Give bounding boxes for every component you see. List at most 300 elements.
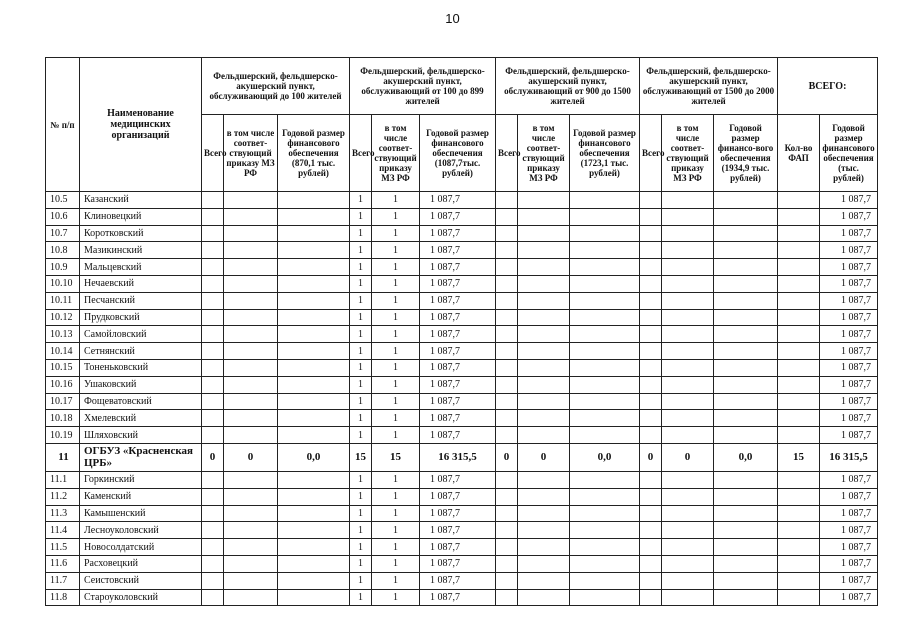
cell-value: 1 (350, 259, 372, 276)
cell-value: 1 (372, 393, 420, 410)
cell-value (640, 539, 662, 556)
cell-value (202, 292, 224, 309)
cell-value (224, 393, 278, 410)
header-name: Наименование медицинских организаций (80, 58, 202, 192)
cell-value: 0 (518, 443, 570, 471)
cell-value (714, 471, 778, 488)
cell-num: 11.4 (46, 522, 80, 539)
cell-value (496, 555, 518, 572)
cell-name: Ушаковский (80, 376, 202, 393)
cell-value (640, 589, 662, 606)
cell-value (640, 488, 662, 505)
table-row (46, 192, 878, 209)
cell-value (518, 242, 570, 259)
cell-value (640, 427, 662, 444)
header-group-2: Фельдшерский, фельдшерско-акушерский пункт, обслуживающий от 100 до 899 жителей (350, 58, 496, 115)
cell-value (278, 208, 350, 225)
cell-value (714, 410, 778, 427)
cell-value (496, 292, 518, 309)
cell-value (202, 275, 224, 292)
cell-value: 1 087,7 (820, 539, 878, 556)
cell-value (518, 393, 570, 410)
cell-value (778, 488, 820, 505)
cell-value: 1 087,7 (420, 410, 496, 427)
cell-value (278, 505, 350, 522)
cell-value (518, 326, 570, 343)
cell-value (496, 471, 518, 488)
cell-value: 1 087,7 (420, 208, 496, 225)
cell-name: Мальцевский (80, 259, 202, 276)
cell-value (640, 410, 662, 427)
cell-value: 1 087,7 (820, 410, 878, 427)
cell-value (278, 539, 350, 556)
header-grand-total: ВСЕГО: (778, 58, 878, 115)
table-row (46, 343, 878, 360)
header-g2-fund: Годовой размер финансового обеспечения (1087,7тыс. рублей) (420, 115, 496, 192)
cell-value (278, 242, 350, 259)
cell-value (640, 292, 662, 309)
cell-value (278, 326, 350, 343)
cell-value: 0 (496, 443, 518, 471)
header-num: № п/п (46, 58, 80, 192)
cell-value (778, 572, 820, 589)
cell-value: 1 (372, 589, 420, 606)
cell-num: 11.7 (46, 572, 80, 589)
cell-name: Сетнянский (80, 343, 202, 360)
cell-value: 1 087,7 (820, 359, 878, 376)
cell-value (778, 393, 820, 410)
table-row (46, 427, 878, 444)
cell-value: 1 (350, 539, 372, 556)
cell-value (778, 292, 820, 309)
cell-value (640, 242, 662, 259)
cell-value (570, 376, 640, 393)
cell-value (640, 393, 662, 410)
cell-num: 10.13 (46, 326, 80, 343)
cell-name: Каменский (80, 488, 202, 505)
cell-value (224, 555, 278, 572)
cell-value: 1 087,7 (820, 488, 878, 505)
cell-name: Нечаевский (80, 275, 202, 292)
cell-value (640, 471, 662, 488)
cell-value (496, 309, 518, 326)
cell-value (662, 275, 714, 292)
cell-value: 1 (350, 522, 372, 539)
cell-value: 1 (350, 471, 372, 488)
table-row (46, 275, 878, 292)
table-row (46, 292, 878, 309)
cell-value (278, 259, 350, 276)
cell-value: 1 087,7 (420, 427, 496, 444)
cell-value (714, 539, 778, 556)
cell-value (640, 343, 662, 360)
cell-value (640, 572, 662, 589)
cell-value (518, 225, 570, 242)
cell-value (518, 275, 570, 292)
cell-value: 1 087,7 (820, 427, 878, 444)
cell-value: 0 (662, 443, 714, 471)
cell-value (278, 488, 350, 505)
cell-value (496, 488, 518, 505)
table-row (46, 393, 878, 410)
cell-value (662, 309, 714, 326)
cell-value: 1 087,7 (420, 505, 496, 522)
cell-value (518, 309, 570, 326)
cell-name: Прудковский (80, 309, 202, 326)
table-row (46, 410, 878, 427)
cell-value (278, 225, 350, 242)
cell-name: Песчанский (80, 292, 202, 309)
cell-value: 1 (350, 343, 372, 360)
cell-value (202, 555, 224, 572)
cell-value: 1 087,7 (420, 522, 496, 539)
cell-value: 1 (372, 275, 420, 292)
cell-value (496, 589, 518, 606)
cell-value (662, 410, 714, 427)
cell-value (714, 259, 778, 276)
cell-value (570, 326, 640, 343)
cell-value (662, 589, 714, 606)
cell-value (714, 505, 778, 522)
cell-num: 10.10 (46, 275, 80, 292)
cell-value: 1 087,7 (820, 208, 878, 225)
cell-num: 11.3 (46, 505, 80, 522)
cell-value (570, 343, 640, 360)
cell-value (224, 471, 278, 488)
cell-value: 1 087,7 (820, 471, 878, 488)
table-row (46, 488, 878, 505)
cell-value (778, 359, 820, 376)
cell-value (202, 208, 224, 225)
cell-value (640, 522, 662, 539)
cell-value: 1 (350, 192, 372, 209)
cell-value: 15 (350, 443, 372, 471)
cell-value (570, 309, 640, 326)
cell-value: 1 (350, 208, 372, 225)
cell-value: 1 (350, 393, 372, 410)
cell-value (496, 242, 518, 259)
cell-value: 1 (372, 427, 420, 444)
cell-value: 1 (372, 359, 420, 376)
cell-name: Новосолдатский (80, 539, 202, 556)
cell-value: 1 087,7 (820, 393, 878, 410)
cell-value: 1 087,7 (820, 259, 878, 276)
table-row (46, 376, 878, 393)
cell-value: 1 (372, 555, 420, 572)
cell-num: 11.2 (46, 488, 80, 505)
cell-value: 15 (372, 443, 420, 471)
cell-value (518, 192, 570, 209)
cell-value (570, 242, 640, 259)
cell-num: 10.7 (46, 225, 80, 242)
cell-value: 1 087,7 (420, 488, 496, 505)
cell-value: 1 087,7 (820, 376, 878, 393)
cell-value (662, 471, 714, 488)
cell-value (778, 326, 820, 343)
cell-value (202, 192, 224, 209)
cell-value (224, 589, 278, 606)
cell-value: 1 (372, 522, 420, 539)
cell-value (662, 208, 714, 225)
table-row (46, 555, 878, 572)
cell-name: Горкинский (80, 471, 202, 488)
header-group-4: Фельдшерский, фельдшерско-акушерский пункт, обслуживающий от 1500 до 2000 жителей (640, 58, 778, 115)
cell-num: 10.18 (46, 410, 80, 427)
cell-value (570, 259, 640, 276)
cell-value (278, 292, 350, 309)
cell-value: 1 087,7 (420, 393, 496, 410)
cell-value (640, 309, 662, 326)
cell-value (778, 410, 820, 427)
cell-value (278, 393, 350, 410)
cell-value (224, 488, 278, 505)
cell-value (496, 326, 518, 343)
cell-value: 1 087,7 (420, 242, 496, 259)
cell-value: 1 087,7 (420, 309, 496, 326)
cell-value (570, 393, 640, 410)
cell-value: 1 (372, 410, 420, 427)
cell-value: 1 087,7 (820, 242, 878, 259)
cell-value (278, 192, 350, 209)
cell-value (518, 427, 570, 444)
cell-value (496, 225, 518, 242)
cell-value (714, 589, 778, 606)
cell-value: 15 (778, 443, 820, 471)
table-row (46, 326, 878, 343)
cell-value: 1 087,7 (820, 292, 878, 309)
cell-value (640, 192, 662, 209)
cell-value (714, 275, 778, 292)
cell-value (570, 359, 640, 376)
table-row (46, 359, 878, 376)
cell-value (778, 309, 820, 326)
cell-value: 1 (372, 505, 420, 522)
cell-value (518, 410, 570, 427)
cell-value (662, 242, 714, 259)
cell-value (224, 192, 278, 209)
cell-name: Хмелевский (80, 410, 202, 427)
cell-value (570, 555, 640, 572)
cell-value (496, 359, 518, 376)
cell-value (496, 192, 518, 209)
cell-value: 1 (350, 488, 372, 505)
cell-value: 0,0 (570, 443, 640, 471)
cell-value (714, 359, 778, 376)
cell-value: 1 087,7 (420, 572, 496, 589)
cell-value: 1 087,7 (820, 555, 878, 572)
cell-value (496, 427, 518, 444)
cell-value (518, 359, 570, 376)
cell-value (662, 572, 714, 589)
cell-value: 1 (350, 275, 372, 292)
cell-value (518, 292, 570, 309)
cell-value (778, 259, 820, 276)
cell-value (570, 539, 640, 556)
cell-value: 1 (350, 376, 372, 393)
cell-name: Мазикинский (80, 242, 202, 259)
cell-value (570, 275, 640, 292)
cell-value: 0,0 (278, 443, 350, 471)
cell-value (714, 522, 778, 539)
cell-value: 1 087,7 (420, 539, 496, 556)
header-g3-sub: в том числе соответ-ствующий приказу МЗ РФ (518, 115, 570, 192)
page-number: 10 (445, 11, 460, 26)
cell-value (224, 376, 278, 393)
cell-value (662, 343, 714, 360)
cell-value (570, 192, 640, 209)
cell-value: 1 087,7 (820, 275, 878, 292)
cell-value (570, 292, 640, 309)
cell-value: 1 (350, 225, 372, 242)
cell-value (778, 192, 820, 209)
table-body (46, 192, 878, 606)
cell-value (202, 326, 224, 343)
cell-value (518, 572, 570, 589)
cell-value (662, 555, 714, 572)
cell-value: 1 087,7 (820, 309, 878, 326)
table-row (46, 505, 878, 522)
cell-value (640, 208, 662, 225)
table-row (46, 259, 878, 276)
cell-value (202, 242, 224, 259)
header-g2-total: Всего (350, 115, 372, 192)
header-g1-sub: в том числе соответ-ствующий приказу МЗ РФ (224, 115, 278, 192)
cell-value: 0 (202, 443, 224, 471)
cell-value (278, 572, 350, 589)
cell-value (640, 326, 662, 343)
cell-num: 10.11 (46, 292, 80, 309)
cell-value: 1 087,7 (420, 192, 496, 209)
cell-value (570, 505, 640, 522)
cell-value (224, 242, 278, 259)
cell-value (778, 275, 820, 292)
cell-value (570, 471, 640, 488)
cell-value (714, 376, 778, 393)
cell-value: 1 (372, 488, 420, 505)
cell-value (778, 376, 820, 393)
cell-value: 1 (372, 572, 420, 589)
cell-value: 16 315,5 (820, 443, 878, 471)
cell-value (224, 326, 278, 343)
cell-num: 10.12 (46, 309, 80, 326)
cell-value: 1 (372, 208, 420, 225)
cell-value (714, 225, 778, 242)
cell-name: Сеистовский (80, 572, 202, 589)
cell-value (714, 242, 778, 259)
cell-value: 16 315,5 (420, 443, 496, 471)
cell-value: 0 (640, 443, 662, 471)
cell-value (570, 522, 640, 539)
cell-value (202, 359, 224, 376)
cell-value: 1 (372, 292, 420, 309)
cell-name: Коротковский (80, 225, 202, 242)
cell-value: 1 (350, 505, 372, 522)
header-g3-fund: Годовой размер финансового обеспечения (1723,1 тыс. рублей) (570, 115, 640, 192)
cell-value (496, 343, 518, 360)
cell-name: Камышенский (80, 505, 202, 522)
cell-value: 1 (372, 539, 420, 556)
cell-value: 1 (350, 292, 372, 309)
cell-value (778, 208, 820, 225)
cell-value (202, 471, 224, 488)
cell-value (570, 427, 640, 444)
cell-value: 1 (350, 410, 372, 427)
cell-num: 10.17 (46, 393, 80, 410)
cell-value: 1 (350, 242, 372, 259)
cell-value: 0 (224, 443, 278, 471)
cell-value: 1 (350, 427, 372, 444)
cell-value (778, 242, 820, 259)
cell-value (518, 505, 570, 522)
cell-value (202, 505, 224, 522)
cell-num: 10.6 (46, 208, 80, 225)
cell-value (662, 359, 714, 376)
header-g2-sub: в том числе соответ-ствующий приказу МЗ РФ (372, 115, 420, 192)
cell-value (778, 522, 820, 539)
cell-value (202, 225, 224, 242)
cell-name: Шляховский (80, 427, 202, 444)
cell-value (714, 555, 778, 572)
cell-value: 1 (350, 555, 372, 572)
cell-value (202, 539, 224, 556)
table-row (46, 572, 878, 589)
cell-value (278, 522, 350, 539)
cell-value (278, 275, 350, 292)
cell-value (662, 326, 714, 343)
cell-value (224, 572, 278, 589)
cell-num: 10.15 (46, 359, 80, 376)
cell-name: ОГБУЗ «Красненская ЦРБ» (80, 443, 202, 471)
cell-value (518, 488, 570, 505)
cell-value (662, 488, 714, 505)
cell-value: 1 087,7 (820, 589, 878, 606)
cell-value: 1 (350, 309, 372, 326)
cell-value: 0,0 (714, 443, 778, 471)
cell-value (224, 309, 278, 326)
cell-value (518, 555, 570, 572)
cell-value (778, 343, 820, 360)
cell-value (518, 343, 570, 360)
cell-name: Расховецкий (80, 555, 202, 572)
cell-value (662, 225, 714, 242)
cell-value: 1 087,7 (420, 326, 496, 343)
cell-value (278, 309, 350, 326)
cell-value (278, 471, 350, 488)
cell-value: 1 (372, 259, 420, 276)
cell-value (224, 539, 278, 556)
cell-value: 1 087,7 (820, 326, 878, 343)
cell-value (202, 393, 224, 410)
cell-value (202, 309, 224, 326)
cell-value (640, 259, 662, 276)
cell-value (278, 410, 350, 427)
header-row-groups (46, 58, 878, 115)
cell-value (714, 309, 778, 326)
cell-value (714, 208, 778, 225)
cell-value (662, 505, 714, 522)
cell-value (662, 393, 714, 410)
cell-num: 10.8 (46, 242, 80, 259)
cell-value (662, 539, 714, 556)
header-g1-fund: Годовой размер финансового обеспечения (870,1 тыс. рублей) (278, 115, 350, 192)
cell-value: 1 087,7 (420, 225, 496, 242)
fap-table (45, 57, 878, 606)
cell-value (224, 427, 278, 444)
cell-value (570, 488, 640, 505)
cell-value (496, 572, 518, 589)
cell-name: Лесноуколовский (80, 522, 202, 539)
cell-value: 1 (372, 326, 420, 343)
